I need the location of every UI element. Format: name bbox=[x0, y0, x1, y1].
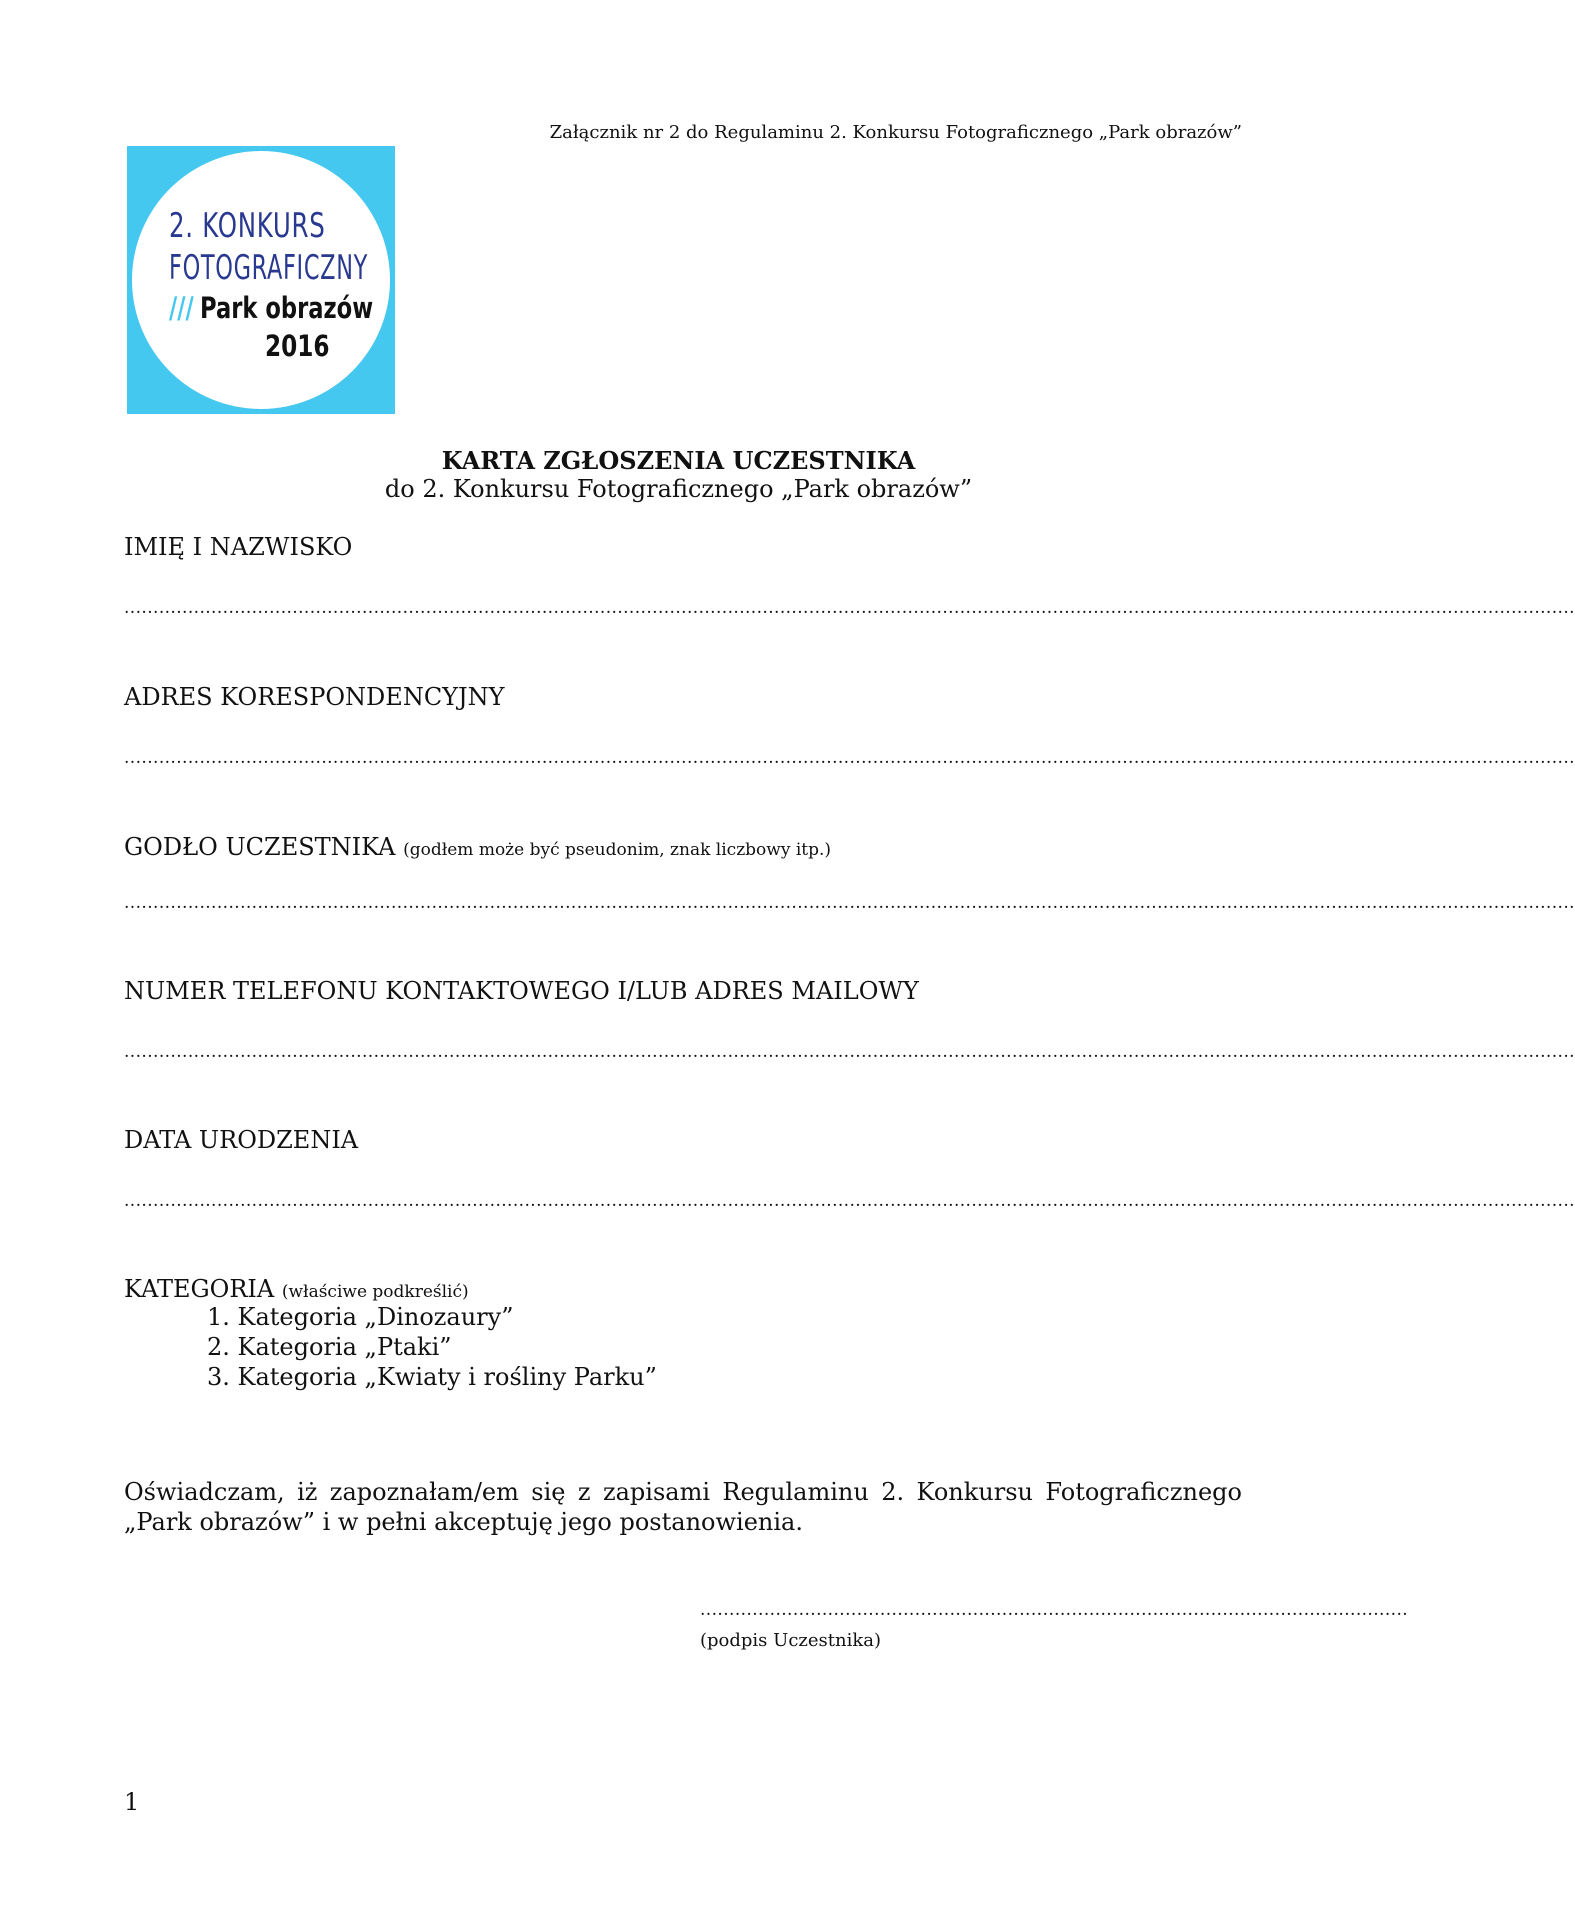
field-line-birthdate[interactable]: .......................................................................................................................................................................................................................................................... bbox=[124, 1191, 1575, 1211]
signature-label: (podpis Uczestnika) bbox=[700, 1630, 882, 1651]
field-label-name-text: IMIĘ I NAZWISKO bbox=[124, 533, 353, 561]
form-title: KARTA ZGŁOSZENIA UCZESTNIKA bbox=[441, 446, 916, 475]
declaration-statement: Oświadczam, iż zapoznałam/em się z zapisami Regulaminu 2. Konkursu Fotograficznego „Park obrazów” i w pełni akceptuję jego postanowienia. bbox=[124, 1478, 1242, 1536]
signature-line[interactable]: .......................................................................................................................... bbox=[700, 1600, 1409, 1620]
category-item-dinosaurs[interactable]: 1. Kategoria „Dinozaury” bbox=[207, 1303, 514, 1331]
field-label-address bbox=[124, 683, 504, 711]
field-label-address-text: ADRES KORESPONDENCYJNY bbox=[124, 683, 505, 711]
logo-slashes: /// bbox=[169, 291, 194, 325]
field-label-motto-text: GODŁO UCZESTNIKA bbox=[124, 833, 396, 861]
field-line-name[interactable]: .......................................................................................................................................................................................................................................................... bbox=[124, 598, 1575, 618]
logo-park-name: Park obrazów bbox=[200, 291, 374, 325]
category-list bbox=[207, 1302, 657, 1392]
field-hint-motto: (godłem może być pseudonim, znak liczbowy itp.) bbox=[403, 840, 832, 860]
field-label-motto bbox=[124, 833, 831, 861]
category-label-text: KATEGORIA bbox=[124, 1275, 275, 1303]
field-line-address[interactable]: .......................................................................................................................................................................................................................................................... bbox=[124, 748, 1575, 768]
category-item-flowers[interactable]: 3. Kategoria „Kwiaty i rośliny Parku” bbox=[207, 1363, 657, 1391]
logo-line-1: 2. KONKURS bbox=[169, 206, 326, 246]
category-hint: (właściwe podkreślić) bbox=[281, 1282, 469, 1302]
field-label-name bbox=[124, 533, 352, 561]
form-subtitle: do 2. Konkursu Fotograficznego „Park obrazów” bbox=[384, 475, 973, 503]
annex-note: Załącznik nr 2 do Regulaminu 2. Konkursu Fotograficznego „Park obrazów” bbox=[549, 122, 1242, 143]
category-label bbox=[124, 1275, 469, 1303]
field-label-contact bbox=[124, 977, 919, 1005]
logo-year: 2016 bbox=[265, 329, 330, 363]
field-label-birthdate bbox=[124, 1126, 358, 1154]
field-line-motto[interactable]: .......................................................................................................................................................................................................................................................... bbox=[124, 893, 1575, 913]
field-line-contact[interactable]: .......................................................................................................................................................................................................................................................... bbox=[124, 1042, 1575, 1062]
contest-logo bbox=[127, 146, 395, 414]
logo-line-3 bbox=[169, 291, 373, 325]
logo-line-2: FOTOGRAFICZNY bbox=[169, 248, 369, 288]
field-label-birthdate-text: DATA URODZENIA bbox=[124, 1126, 359, 1154]
page-number: 1 bbox=[124, 1788, 140, 1816]
category-item-birds[interactable]: 2. Kategoria „Ptaki” bbox=[207, 1333, 452, 1361]
field-label-contact-text: NUMER TELEFONU KONTAKTOWEGO I/LUB ADRES MAILOWY bbox=[124, 977, 919, 1005]
